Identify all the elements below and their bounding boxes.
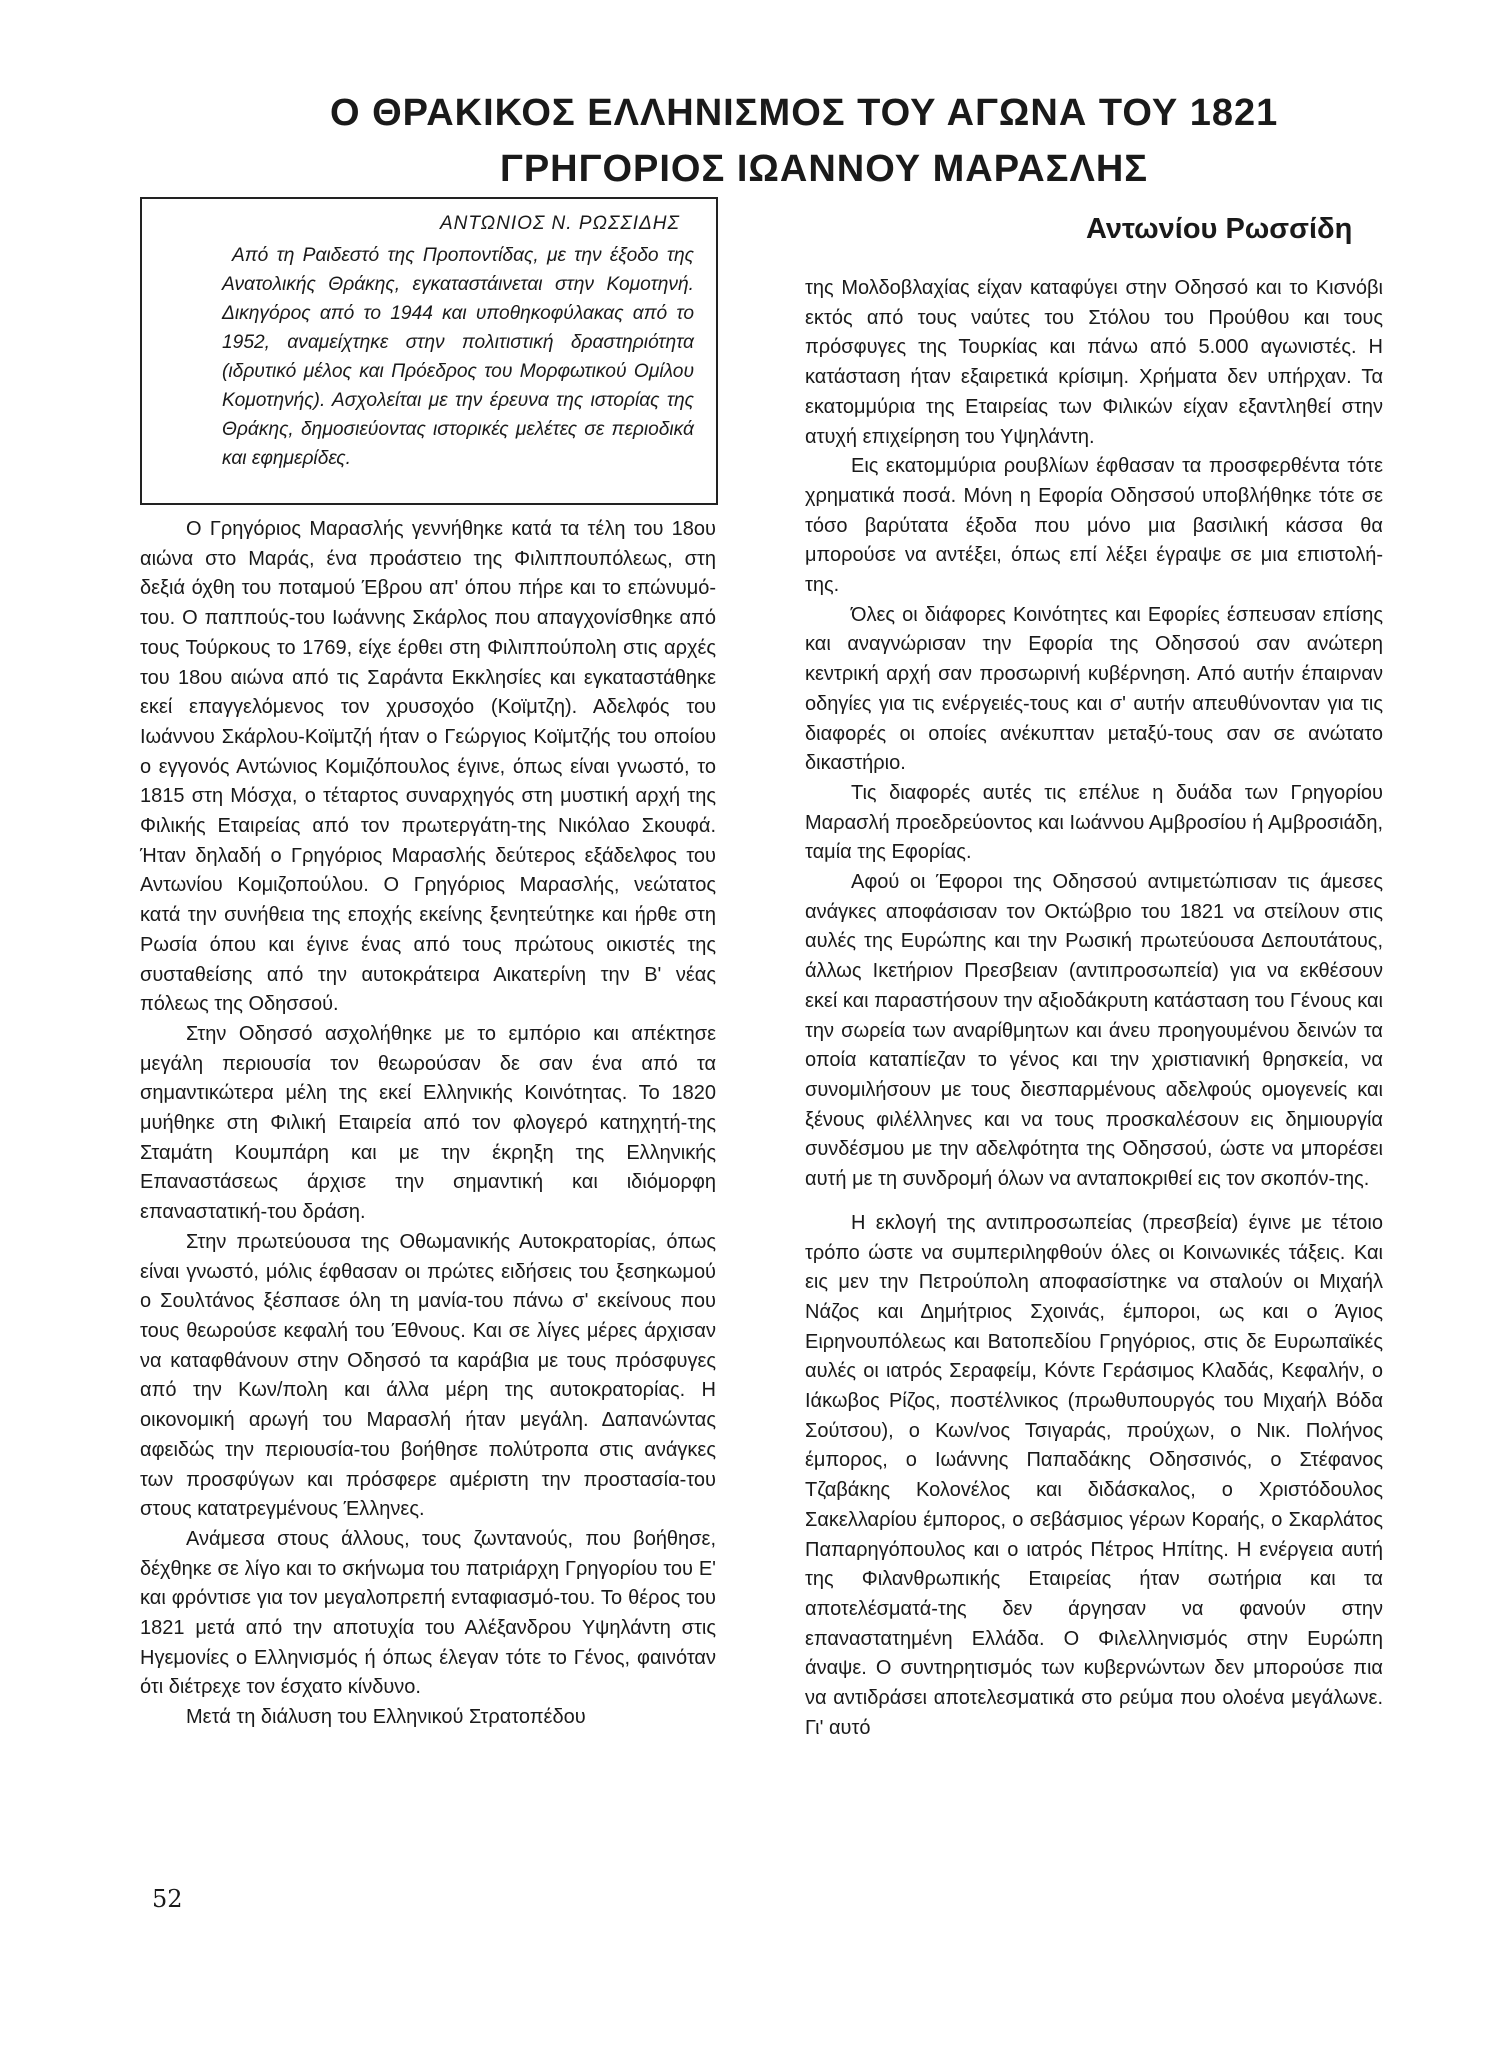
left-column	[140, 515, 716, 1733]
paragraph: Ο Γρηγόριος Μαρασλής γεννήθηκε κατά τα τέλη του 18ου αιώνα στο Μαράς, ένα προάστειο της Φιλιππουπόλεως, στη δεξιά όχθη του ποταμού Έβρου απ' όπου πήρε και το επώνυμό-του. Ο παππούς-του Ιωάννης Σκάρλος που απαγχονίσθηκε από τους Τούρκους το 1769, είχε έρθει στη Φιλιππούπολη στις αρχές του 18ου αιώνα από τις Σαράντα Εκκλησίες και εγκαταστάθηκε εκεί επαγγελόμενος τον χρυσοχόο (Κοϊμτζη). Αδελφός του Ιωάννου Σκάρλου-Κοϊμτζή ήταν ο Γεώργιος Κοϊμτζής του οποίου ο εγγονός Αντώνιος Κομιζόπουλος έγινε, όπως είναι γνωστό, το 1815 στη Μόσχα, ο τέταρτος συναρχηγός στη μυστική αρχή της Φιλικής Εταιρείας από τον πρωτεργάτη-της Νικόλαο Σκουφά. Ήταν δηλαδή ο Γρηγόριος Μαρασλής δεύτερος εξάδελφος του Αντωνίου Κομιζοπούλου. Ο Γρηγόριος Μαρασλής, νεώτατος κατά την συνήθεια της εποχής εκείνης ξενητεύτηκε και ήρθε στη Ρωσία όπου και έγινε ένας από τους πρώτους οικιστές της συσταθείσης από την αυτοκράτειρα Αικατερίνη την Β' νέας πόλεως της Οδησσού.	[140, 518, 716, 1016]
paragraph: της Μολδοβλαχίας είχαν καταφύγει στην Οδησσό και το Κισνόβι εκτός από τους ναύτες του Στόλου του Προύθου και τους πρόσφυγες της Τουρκίας και πάνω από 5.000 αγωνιστές. Η κατάσταση ήταν εξαιρετικά κρίσιμη. Χρήματα δεν υπήρχαν. Τα εκατομμύρια της Εταιρείας των Φιλικών είχαν εξαντληθεί στην ατυχή επιχείρηση του Υψηλάντη.	[805, 277, 1383, 448]
bio-name: ΑΝΤΩΝΙΟΣ Ν. ΡΩΣΣΙΔΗΣ	[440, 213, 680, 234]
paragraph: Η εκλογή της αντιπροσωπείας (πρεσβεία) έγινε με τέτοιο τρόπο ώστε να συμπεριληφθούν όλες οι Κοινωνικές τάξεις. Και εις μεν την Πετρούπολη αποφασίστηκε να σταλούν οι Μιχαήλ Νάζος και Δημήτριος Σχοινάς, έμποροι, ως και ο Άγιος Ειρηνουπόλεως και Βατοπεδίου Γρηγόριος, στις δε Ευρωπαϊκές αυλές οι ιατρός Σεραφείμ, Κόντε Γεράσιμος Κλαδάς, Κεφαλήν, ο Ιάκωβος Ρίζος, ποστέλνικος (πρωθυπουργός του Μιχαήλ Βόδα Σούτσου), ο Κων/νος Τσιγαράς, προύχων, ο Νικ. Πολήνος έμπορος, ο Ιωάννης Παπαδάκης Οδησσινός, ο Στέφανος Τζαβάκης Κολοvέλος και διδάσκαλος, ο Χριστόδουλος Σακελλαρίου έμπορος, ο σεβάσμιος γέρων Κοραής, ο Σκαρλάτος Παπαρηγόπουλος και ο ιατρός Πέτρος Ηπίτης. Η ενέργεια αυτή της Φιλανθρωπικής Εταιρείας ήταν σωτήρια και τα αποτελέσματά-της δεν άργησαν να φανούν στην επαναστατημένη Ελλάδα. Ο Φιλελληνισμός στην Ευρώπη άναψε. Ο συντηρητισμός των κυβερνώντων δεν μπορούσε πια να αντιδράσει αποτελεσματικά στο ρεύμα που ολοένα μεγάλωνε. Γι' αυτό	[805, 1211, 1383, 1739]
paragraph: Στην Οδησσό ασχολήθηκε με το εμπόριο και απέκτησε μεγάλη περιουσία τον θεωρούσαν δε σαν ένα από τα σημαντικώτερα μέλη της εκεί Ελληνικής Κοινότητας. Το 1820 μυήθηκε στη Φιλική Εταιρεία από τον φλογερό κατηχητή-της Σταμάτη Κουμπάρη και με την έκρηξη της Ελληνικής Επαναστάσεως άρχισε την σημαντική και ιδιόμορφη επαναστατική-του δράση.	[140, 1022, 716, 1224]
paragraph: Αφού οι Έφοροι της Οδησσού αντιμετώπισαν τις άμεσες ανάγκες αποφάσισαν τον Οκτώβριο του 1821 να στείλουν στις αυλές της Ευρώπης και την Ρωσική πρωτεύουσα Δεπουτάτους, άλλως Ικετήριον Πρεσβειαν (αντιπροσωπεία) για να εκθέσουν εκεί και παραστήσουν την αξιοδάκρυτη κατάσταση του Γένους και την σωρεία των αναρίθμητων και άνευ προηγουμένου δεινών τα οποία καταπίεζαν το γένος και την χριστιανική θρησκεία, να συνομιλήσουν με τους διεσπαρμένους αδελφούς ομογενείς και ξένους φιλέλληνες και να τους προσκαλέσουν εις δημιουργία συνδέσμου με την αδελφότητα της Οδησσού, ώστε να μπορέσει αυτή με τη συνδρομή όλων να ανταποκριθεί εις τον σκοπόν-της.	[805, 871, 1383, 1191]
paragraph: Ανάμεσα στους άλλους, τους ζωντανούς, που βοήθησε, δέχθηκε σε λίγο και το σκήνωμα του πατριάρχη Γρηγορίου του Ε' και φρόντισε για τον μεγαλοπρεπή ενταφιασμό-του. Το θέρος του 1821 μετά από την αποτυχία του Αλέξανδρου Υψηλάντη στις Ηγεμονίες ο Ελληνισμός ή όπως έλεγαν τότε το Γένος, φαινόταν ότι διέτρεχε τον έσχατο κίνδυνο.	[140, 1527, 716, 1699]
author-bio-box	[140, 197, 718, 505]
author-byline: Αντωνίου Ρωσσίδη	[1086, 213, 1353, 245]
paragraph: Εις εκατομμύρια ρουβλίων έφθασαν τα προσφερθέντα τότε χρηματικά ποσά. Μόνη η Εφορία Οδησσού υποβλήθηκε τότε σε τόσο βαρύτατα έξοδα που μόνο μια βασιλική κάσσα θα μπορούσε να αντέξει, όπως επί λέξει έγραψε σε μια επιστολή-της.	[805, 455, 1383, 597]
page-number: 52	[152, 1885, 183, 1913]
article-subtitle: ΓΡΗΓΟΡΙΟΣ ΙΩΑΝΝΟΥ ΜΑΡΑΣΛΗΣ	[500, 148, 1149, 190]
paragraph: Στην πρωτεύουσα της Οθωμανικής Αυτοκρατορίας, όπως είναι γνωστό, μόλις έφθασαν οι πρώτες ειδήσεις του ξεσηκωμού ο Σουλτάνος ξέσπασε όλη τη μανία-του πάνω σ' εκείνους που τους θεωρούσε κεφαλή του Έθνους. Και σε λίγες μέρες άρχισαν να καταφθάνουν στην Οδησσό τα καράβια με τους πρόσφυγες από την Κων/πολη και άλλα μέρη της αυτοκρατορίας. Η οικονομική αρωγή του Μαρασλή ήταν μεγάλη. Δαπανώντας αφειδώς την περιουσία-του βοήθησε πολύτροπα στις ανάγκες των προσφύγων και πρόσφερε αμέριστη την προστασία-του στους κατατρεγμένους Έλληνες.	[140, 1230, 716, 1521]
bio-text: Από τη Ραιδεστό της Προποντίδας, με την έξοδο της Ανατολικής Θράκης, εγκαταστάινεται στην Κομοτηνή. Δικηγόρος από το 1944 και υποθηκοφύλακας από το 1952, αναμείχτηκε στην πολιτιστική δραστηριότητα (ιδρυτικό μέλος και Πρόεδρος του Μορφωτικού Ομίλου Κομοτηνής). Ασχολείται με την έρευνα της ιστορίας της Θράκης, δημοσιεύοντας ιστορικές μελέτες σε περιοδικά και εφημερίδες.	[222, 245, 694, 469]
paragraph: Μετά τη διάλυση του Ελληνικού Στρατοπέδου	[186, 1706, 586, 1729]
article-title: Ο ΘΡΑΚΙΚΟΣ ΕΛΛΗΝΙΣΜΟΣ ΤΟΥ ΑΓΩΝΑ ΤΟΥ 1821	[330, 92, 1279, 134]
right-column	[805, 274, 1383, 1743]
paragraph: Όλες οι διάφορες Κοινότητες και Εφορίες έσπευσαν επίσης και αναγνώρισαν την Εφορία της Οδησσού σαν ανώτερη κεντρική αρχή σαν προσωρινή κυβέρνηση. Από αυτήν έπαιρναν οδηγίες για τις ενέργειές-τους και σ' αυτήν απευθύνονταν για τις διαφορές οι οποίες ανέκυπταν μεταξύ-τους σαν σε ανώτατο δικαστήριο.	[805, 603, 1383, 775]
paragraph: Τις διαφορές αυτές τις επέλυε η δυάδα των Γρηγορίου Μαρασλή προεδρεύοντος και Ιωάννου Αμβροσίου ή Αμβροσιάδη, ταμία της Εφορίας.	[805, 781, 1383, 864]
